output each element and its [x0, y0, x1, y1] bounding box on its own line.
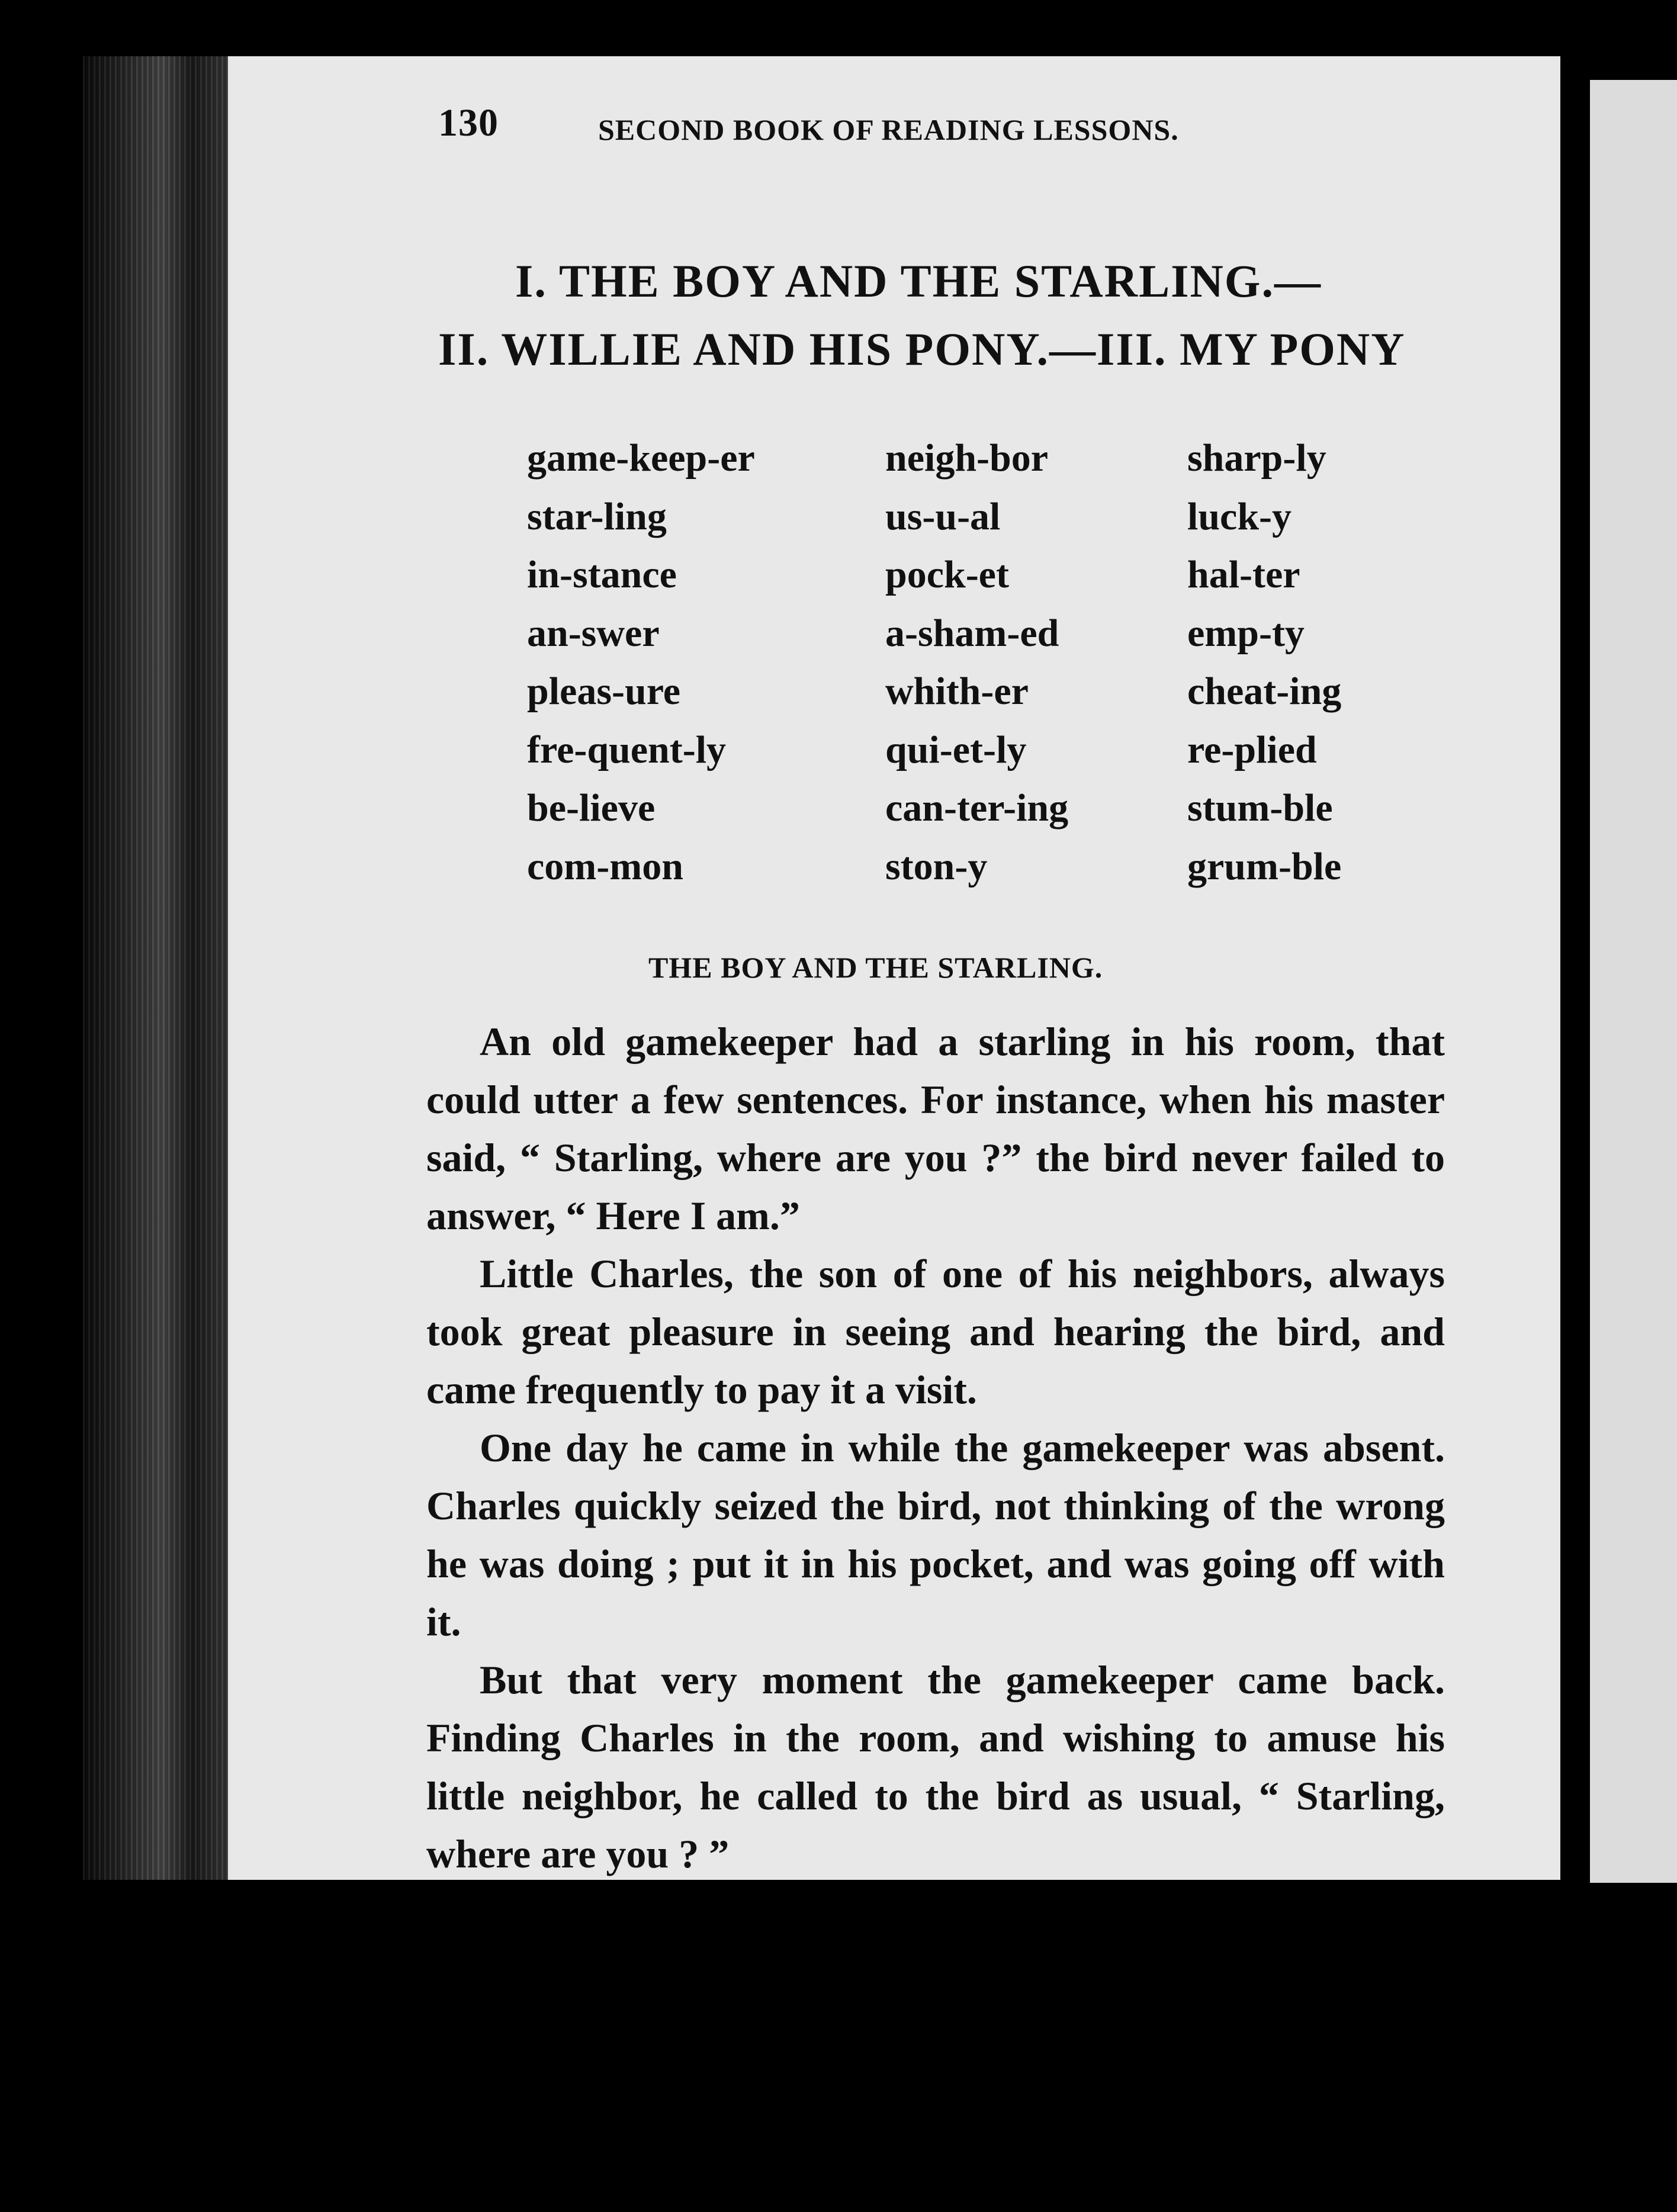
- facing-page-edge: [1590, 80, 1677, 1883]
- book-gutter: [1560, 56, 1590, 1892]
- vocab-word: fre-quent-ly: [527, 728, 727, 771]
- book-page-edges: [83, 56, 228, 1880]
- vocab-word: hal-ter: [1187, 553, 1300, 596]
- vocab-word: emp-ty: [1187, 611, 1305, 655]
- vocab-word: a-sham-ed: [885, 611, 1059, 655]
- vocab-word: qui-et-ly: [885, 728, 1027, 771]
- story-paragraph: Little Charles, the son of one of his neighbors, always took great pleasure in seeing and hearing the bird, and came frequently to pay it a visit.: [426, 1251, 1445, 1412]
- vocab-word: ston-y: [885, 844, 988, 888]
- vocab-word: in-stance: [527, 553, 677, 596]
- vocab-word: game-keep-er: [527, 436, 755, 480]
- vocab-word: luck-y: [1187, 494, 1292, 538]
- story-body: [426, 1012, 1445, 1883]
- vocab-word: neigh-bor: [885, 436, 1049, 480]
- vocab-word: cheat-ing: [1187, 670, 1342, 713]
- vocab-word: pock-et: [885, 553, 1009, 596]
- story-paragraph: One day he came in while the gamekeeper was absent. Charles quickly seized the bird, not thinking of the wrong he was doing ; put it in his pocket, and was going off with it.: [426, 1425, 1445, 1644]
- vocab-word: an-swer: [527, 611, 660, 655]
- vocab-word: re-plied: [1187, 728, 1317, 771]
- vocab-word: pleas-ure: [527, 670, 681, 713]
- vocabulary-column-1: [527, 429, 755, 896]
- vocabulary-column-3: [1187, 429, 1341, 896]
- vocab-word: stum-ble: [1187, 786, 1333, 830]
- story-heading: THE BOY AND THE STARLING.: [648, 951, 1103, 984]
- vocab-word: sharp-ly: [1187, 436, 1326, 480]
- vocab-word: be-lieve: [527, 786, 656, 830]
- story-paragraph: An old gamekeeper had a starling in his room, that could utter a few sentences. For instance, when his master said, “ Starling, where are you ?” the bird never failed to answer, “ Here I am.”: [426, 1019, 1445, 1238]
- vocabulary-column-2: [885, 429, 1068, 896]
- vocab-word: can-ter-ing: [885, 786, 1069, 830]
- page-number: 130: [438, 101, 499, 144]
- vocabulary-list: [527, 429, 1386, 891]
- vocab-word: com-mon: [527, 844, 683, 888]
- lesson-title-line-1: I. THE BOY AND THE STARLING.—: [515, 255, 1322, 307]
- vocab-word: star-ling: [527, 494, 667, 538]
- vocab-word: grum-ble: [1187, 844, 1342, 888]
- story-paragraph: But that very moment the gamekeeper came back. Finding Charles in the room, and wishing to amuse his little neighbor, he called to the bird as usual, “ Starling, where are you ? ”: [426, 1657, 1445, 1876]
- vocab-word: whith-er: [885, 670, 1029, 713]
- running-head-title: SECOND BOOK OF READING LESSONS.: [598, 113, 1179, 146]
- vocab-word: us-u-al: [885, 494, 1001, 538]
- lesson-title-line-2: II. WILLIE AND HIS PONY.—III. MY PONY: [438, 323, 1406, 375]
